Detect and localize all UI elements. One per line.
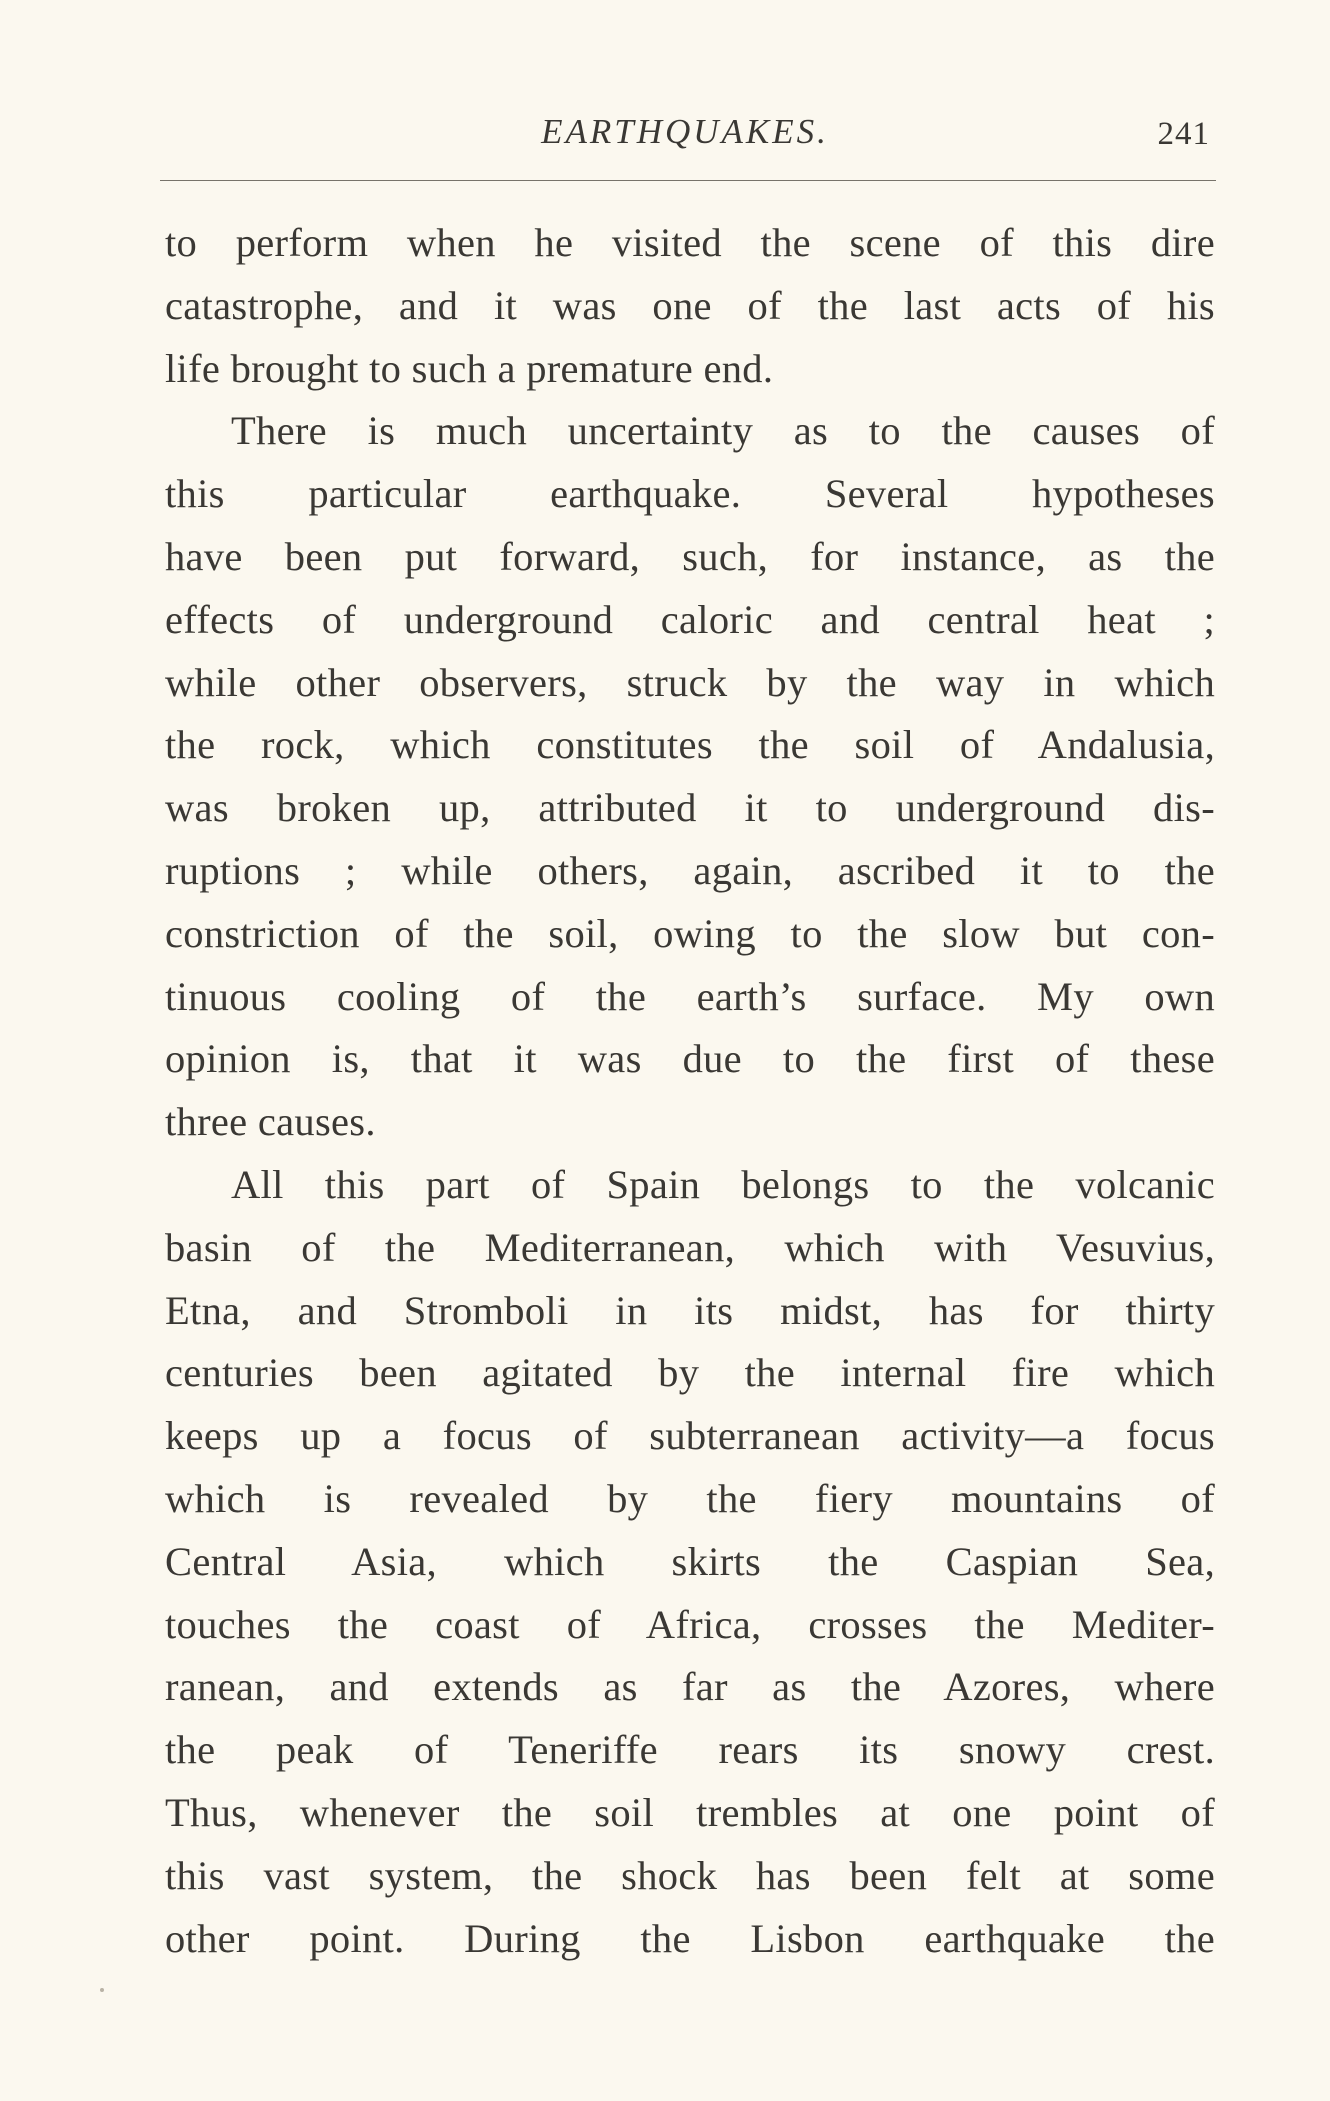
- body-text: [165, 212, 1215, 1970]
- text-line: opinion is, that it was due to the first of these: [165, 1036, 1215, 1082]
- running-title: EARTHQUAKES.: [541, 112, 829, 151]
- text-line: Etna, and Stromboli in its midst, has for thirty: [165, 1287, 1215, 1333]
- text-line: ranean, and extends as far as the Azores, where: [165, 1664, 1215, 1710]
- text-line: effects of underground caloric and central heat ;: [165, 596, 1215, 642]
- text-line: which is revealed by the fiery mountains of: [165, 1475, 1215, 1521]
- running-head: [160, 112, 1210, 172]
- text-line: basin of the Mediterranean, which with Vesuvius,: [165, 1224, 1215, 1270]
- text-line: was broken up, attributed it to underground dis-: [165, 785, 1215, 831]
- text-line: ruptions ; while others, again, ascribed it to the: [165, 847, 1215, 893]
- text-line: this particular earthquake. Several hypotheses: [165, 471, 1215, 517]
- text-line: other point. During the Lisbon earthquake the: [165, 1915, 1215, 1961]
- text-line: Central Asia, which skirts the Caspian Sea,: [165, 1538, 1215, 1584]
- text-line: the peak of Teneriffe rears its snowy crest.: [165, 1727, 1215, 1773]
- text-line: the rock, which constitutes the soil of Andalusia,: [165, 722, 1215, 768]
- text-line: life brought to such a premature end.: [165, 345, 774, 391]
- text-line: centuries been agitated by the internal fire which: [165, 1350, 1215, 1396]
- text-line: Thus, whenever the soil trembles at one point of: [165, 1789, 1215, 1835]
- paper-speck: [100, 1988, 104, 1992]
- text-line: have been put forward, such, for instance, as the: [165, 533, 1215, 579]
- text-line: while other observers, struck by the way in which: [165, 659, 1215, 705]
- text-line: three causes.: [165, 1099, 376, 1145]
- text-line: constriction of the soil, owing to the slow but con-: [165, 910, 1215, 956]
- text-line: All this part of Spain belongs to the volcanic: [231, 1161, 1215, 1207]
- text-line: tinuous cooling of the earth’s surface. My own: [165, 973, 1215, 1019]
- text-line: There is much uncertainty as to the causes of: [231, 408, 1215, 454]
- text-line: catastrophe, and it was one of the last acts of his: [165, 282, 1215, 328]
- page-number: 241: [1157, 116, 1210, 152]
- header-rule: [160, 180, 1216, 181]
- text-line: keeps up a focus of subterranean activity—a focus: [165, 1413, 1215, 1459]
- text-line: touches the coast of Africa, crosses the Mediter-: [165, 1601, 1215, 1647]
- text-line: this vast system, the shock has been felt at some: [165, 1852, 1215, 1898]
- text-line: to perform when he visited the scene of this dire: [165, 220, 1215, 265]
